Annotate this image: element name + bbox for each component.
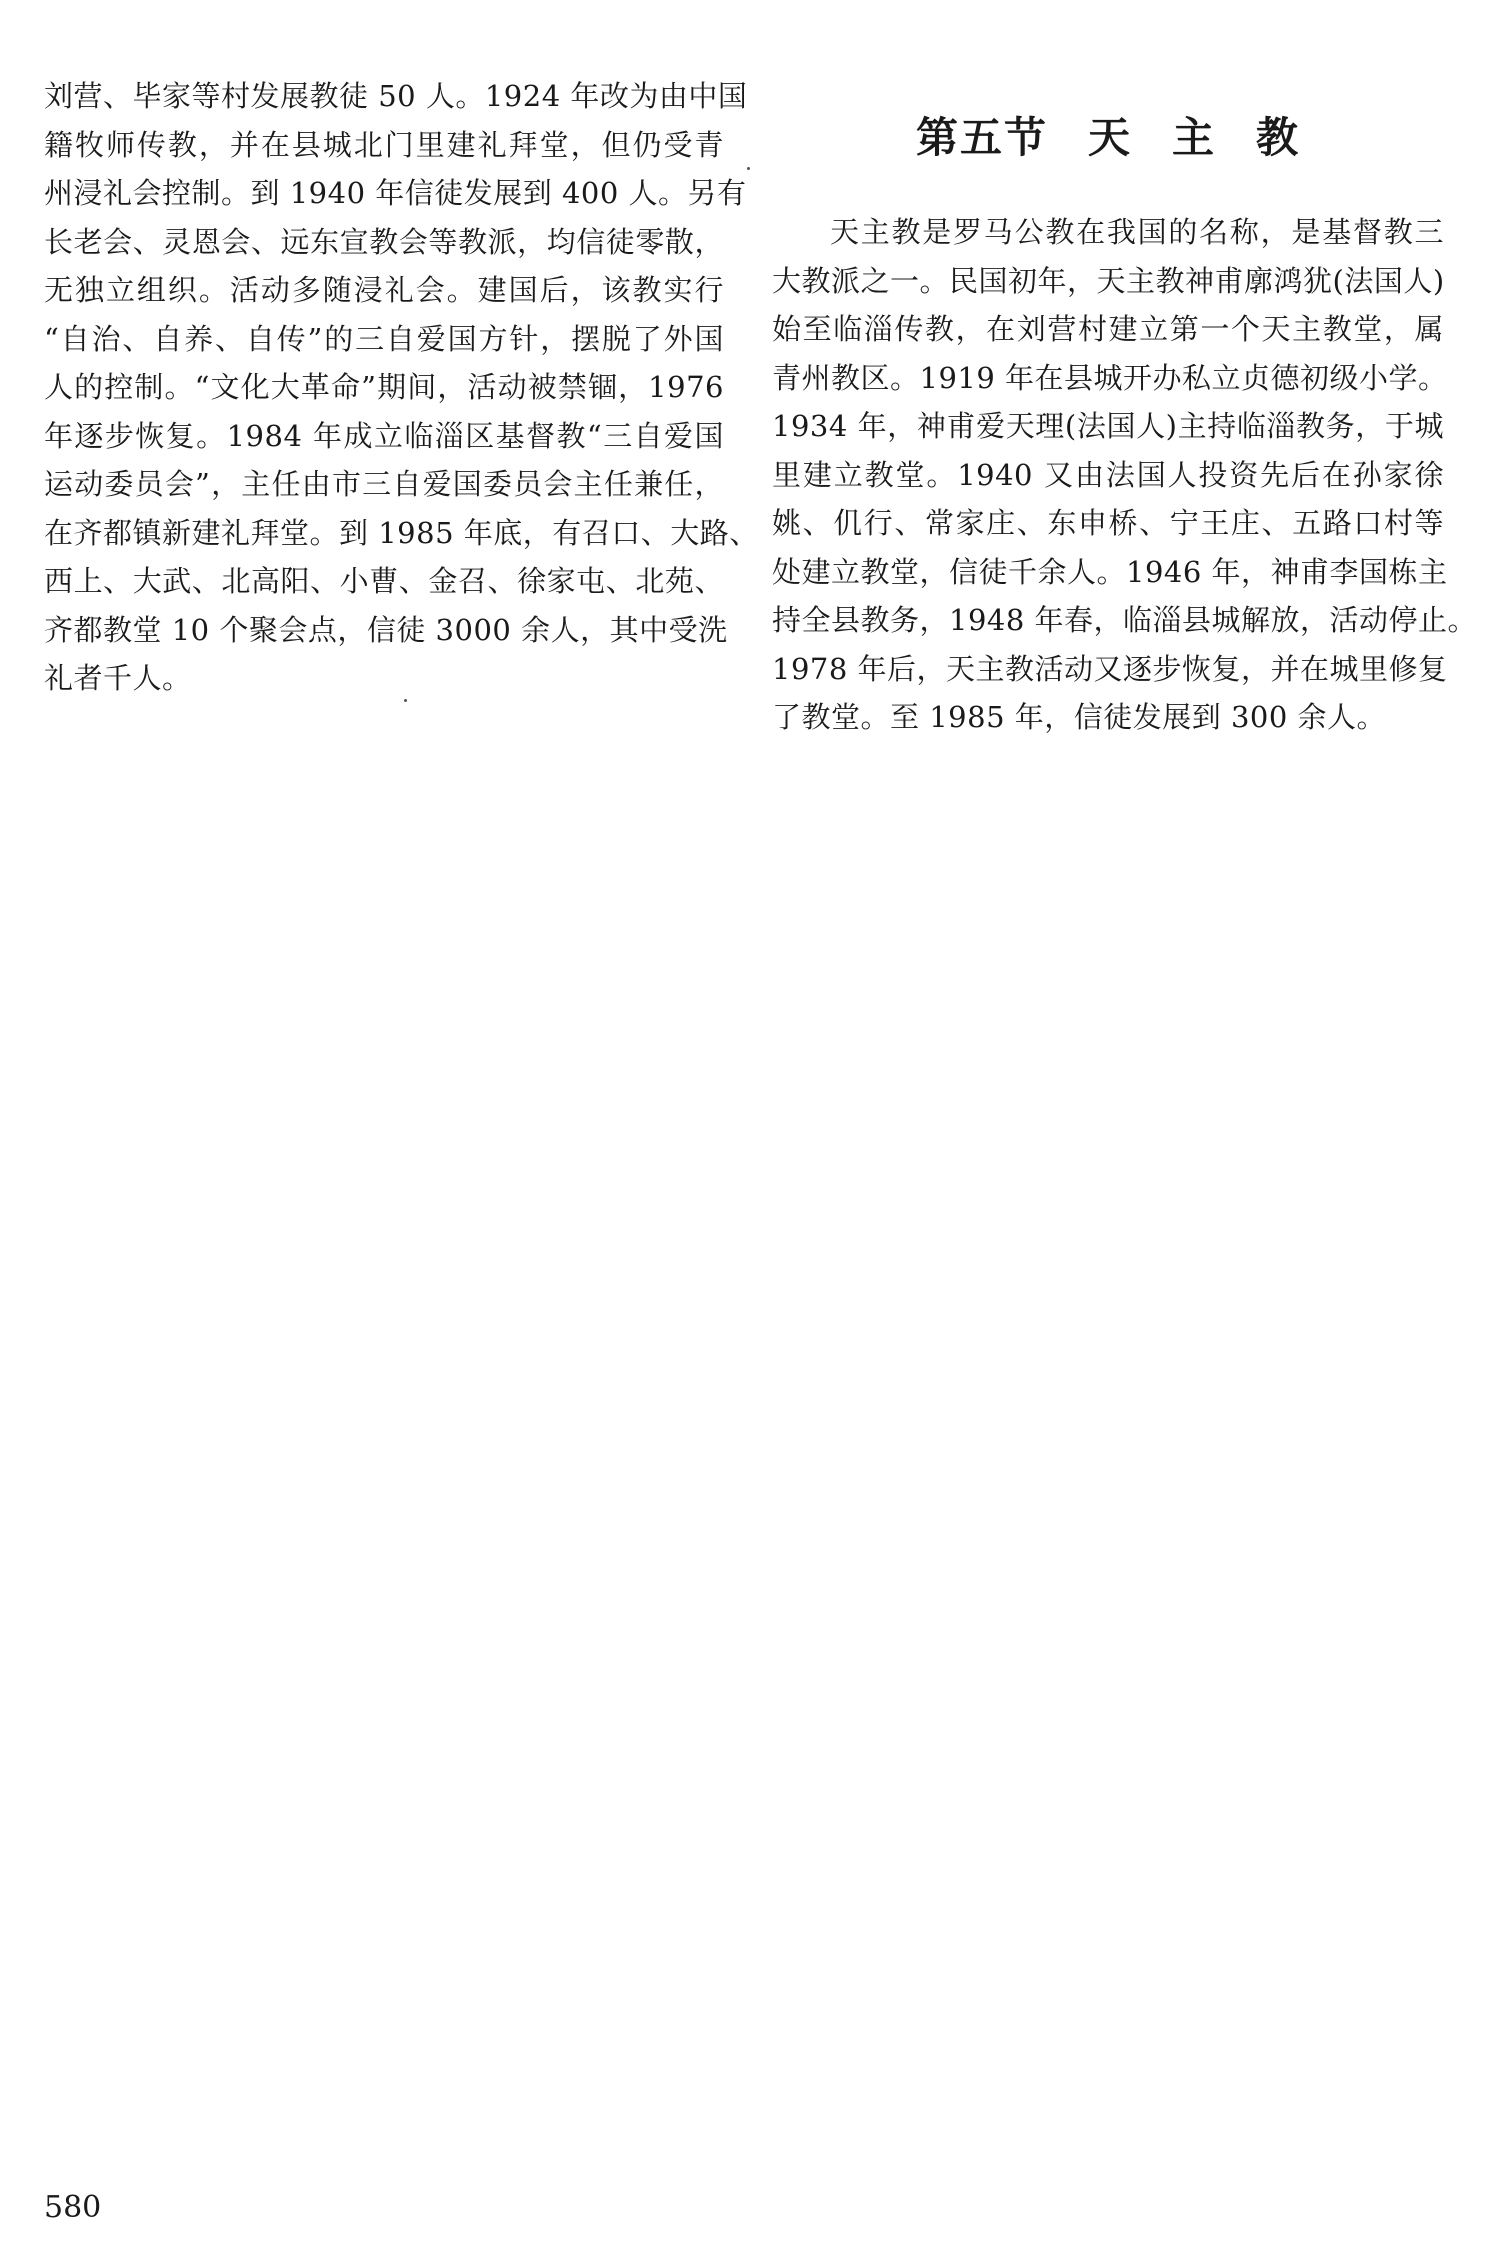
right-line-8: 处建立教堂，信徒千余人。1946 年，神甫李国栋主 (772, 554, 1448, 589)
scan-speck (404, 699, 407, 702)
left-line-3: 州浸礼会控制。到 1940 年信徒发展到 400 人。另有 (44, 176, 747, 210)
right-line-2: 大教派之一。民国初年，天主教神甫廓鸿犹(法国人) (772, 263, 1445, 298)
left-line-5: 无独立组织。活动多随浸礼会。建国后，该教实行 (44, 273, 724, 307)
right-line-9: 持全县教务，1948 年春，临淄县城解放，活动停止。 (772, 603, 1478, 637)
left-line-13: 礼者千人。 (44, 661, 192, 695)
right-line-7: 姚、仉行、常家庄、东申桥、宁王庄、五路口村等 (772, 506, 1444, 540)
right-line-10: 1978 年后，天主教活动又逐步恢复，并在城里修复 (772, 651, 1448, 686)
right-line-1: 天主教是罗马公教在我国的名称，是基督教三 (830, 215, 1444, 249)
right-line-11: 了教堂。至 1985 年，信徒发展到 300 余人。 (772, 700, 1387, 734)
section-title-char-3: 教 (1256, 113, 1301, 162)
page-number: 580 (44, 2190, 102, 2225)
section-title-char-1: 天 (1087, 113, 1132, 162)
left-line-4: 长老会、灵恩会、远东宣教会等教派，均信徒零散， (44, 224, 724, 259)
right-line-6: 里建立教堂。1940 又由法国人投资先后在孙家徐 (772, 457, 1444, 492)
left-line-12: 齐都教堂 10 个聚会点，信徒 3000 余人，其中受洗 (44, 612, 728, 647)
right-column (772, 208, 1478, 742)
left-line-2: 籍牧师传教，并在县城北门里建礼拜堂，但仍受青 (44, 127, 724, 162)
left-line-10: 在齐都镇新建礼拜堂。到 1985 年底，有召口、大路、 (44, 515, 759, 550)
section-number: 第五节 (915, 113, 1048, 162)
left-column (44, 72, 759, 703)
section-title-char-2: 主 (1172, 113, 1217, 162)
left-line-6: “自治、自养、自传”的三自爱国方针，摆脱了外国 (44, 321, 724, 356)
scan-speck (747, 167, 750, 170)
section-title (772, 108, 1444, 168)
right-line-4: 青州教区。1919 年在县城开办私立贞德初级小学。 (772, 360, 1448, 395)
left-line-11: 西上、大武、北高阳、小曹、金召、徐家屯、北苑、 (44, 564, 724, 598)
left-line-8: 年逐步恢复。1984 年成立临淄区基督教“三自爱国 (44, 418, 724, 453)
right-line-5: 1934 年，神甫爱天理(法国人)主持临淄教务，于城 (772, 409, 1444, 443)
left-line-1: 刘营、毕家等村发展教徒 50 人。1924 年改为由中国 (44, 79, 748, 113)
left-line-9: 运动委员会”，主任由市三自爱国委员会主任兼任， (44, 467, 724, 501)
right-line-3: 始至临淄传教，在刘营村建立第一个天主教堂，属 (772, 312, 1444, 346)
left-line-7: 人的控制。“文化大革命”期间，活动被禁锢，1976 (44, 370, 724, 404)
